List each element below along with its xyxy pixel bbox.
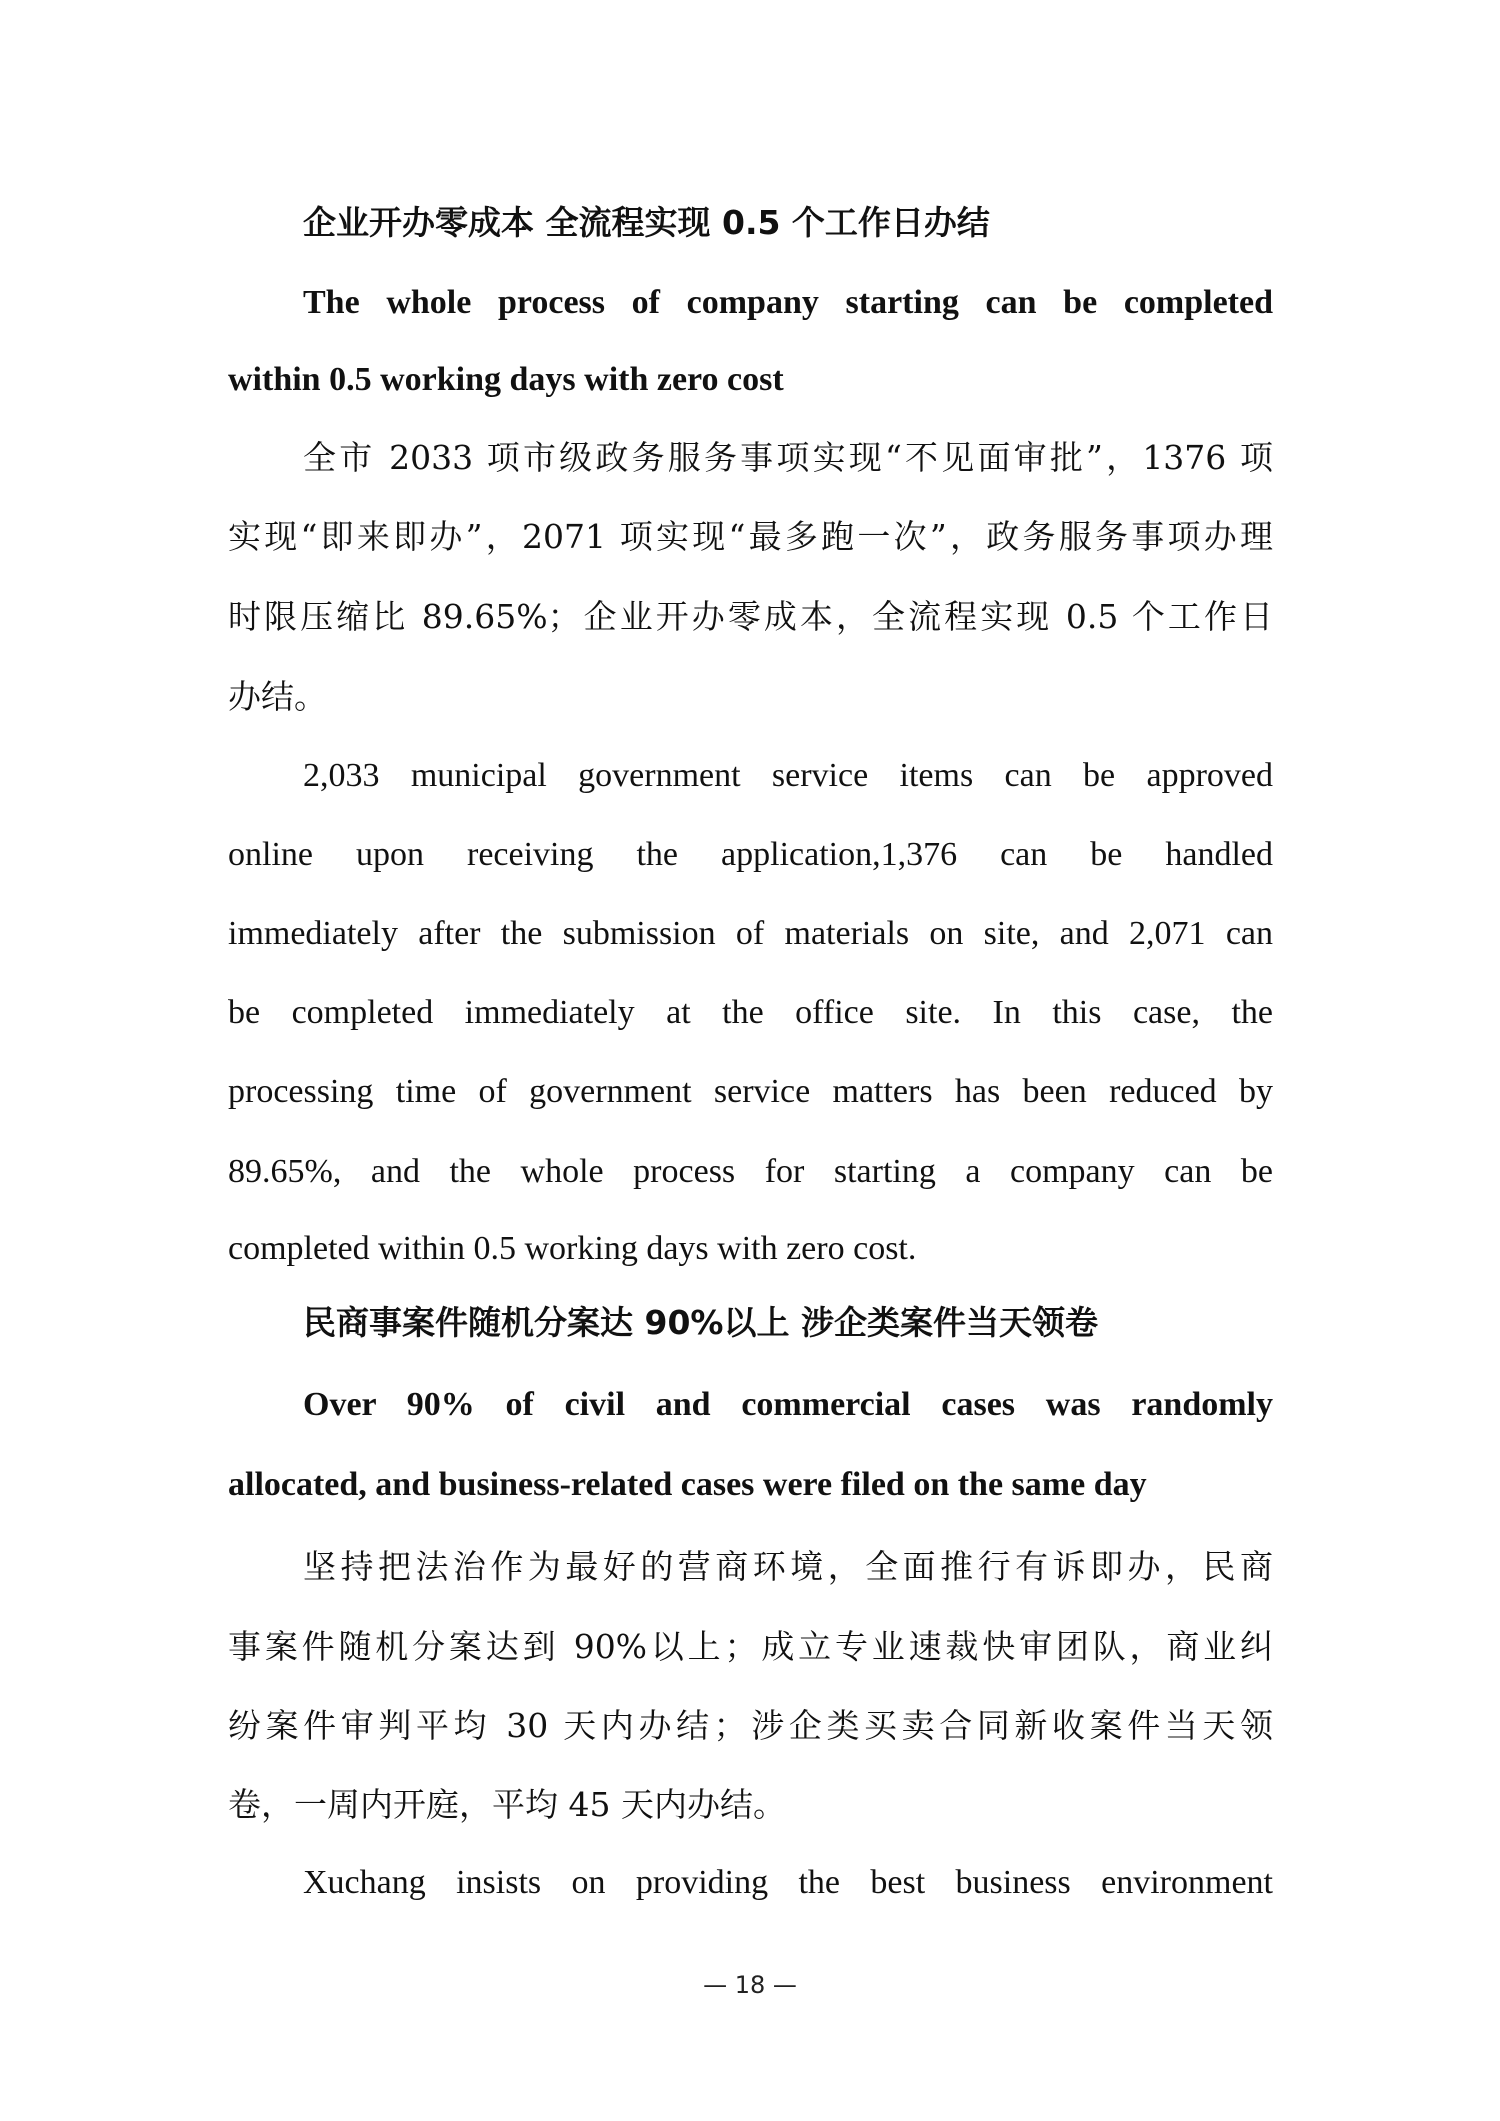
section-heading-cn: 民商事案件随机分案达 90%以上 涉企类案件当天领卷 (303, 1303, 1098, 1342)
body-en-line: Xuchang insists on providing the best business environment (303, 1864, 1273, 1901)
page-number: — 18 — (703, 1971, 797, 1999)
section-heading-en-line: within 0.5 working days with zero cost (228, 361, 784, 398)
body-en-line: immediately after the submission of materials on site, and 2,071 can (228, 915, 1273, 952)
body-cn-line: 卷，一周内开庭，平均 45 天内办结。 (228, 1785, 786, 1824)
body-cn-line: 事案件随机分案达到 90%以上；成立专业速裁快审团队，商业纠 (228, 1627, 1273, 1666)
body-cn-line: 时限压缩比 89.65%；企业开办零成本，全流程实现 0.5 个工作日 (228, 597, 1273, 636)
section-heading-cn: 企业开办零成本 全流程实现 0.5 个工作日办结 (303, 203, 990, 242)
body-en-line: 89.65%, and the whole process for starting a company can be (228, 1153, 1273, 1190)
section-heading-en-line: Over 90% of civil and commercial cases was randomly (303, 1386, 1273, 1423)
body-en-line: 2,033 municipal government service items can be approved (303, 757, 1273, 794)
body-cn-line: 实现“即来即办”，2071 项实现“最多跑一次”，政务服务事项办理 (228, 517, 1273, 556)
body-cn-line: 坚持把法治作为最好的营商环境，全面推行有诉即办，民商 (303, 1547, 1273, 1586)
body-en-line: online upon receiving the application,1,376 can be handled (228, 836, 1273, 873)
body-en-line: processing time of government service matters has been reduced by (228, 1073, 1273, 1110)
body-cn-line: 办结。 (228, 677, 327, 716)
body-en-line: be completed immediately at the office site. In this case, the (228, 994, 1273, 1031)
body-en-line: completed within 0.5 working days with zero cost. (228, 1230, 917, 1267)
section-heading-en-line: allocated, and business-related cases were filed on the same day (228, 1466, 1147, 1503)
body-cn-line: 全市 2033 项市级政务服务事项实现“不见面审批”，1376 项 (303, 438, 1273, 477)
section-heading-en-line: The whole process of company starting can be completed (303, 284, 1273, 321)
body-cn-line: 纷案件审判平均 30 天内办结；涉企类买卖合同新收案件当天领 (228, 1706, 1273, 1745)
